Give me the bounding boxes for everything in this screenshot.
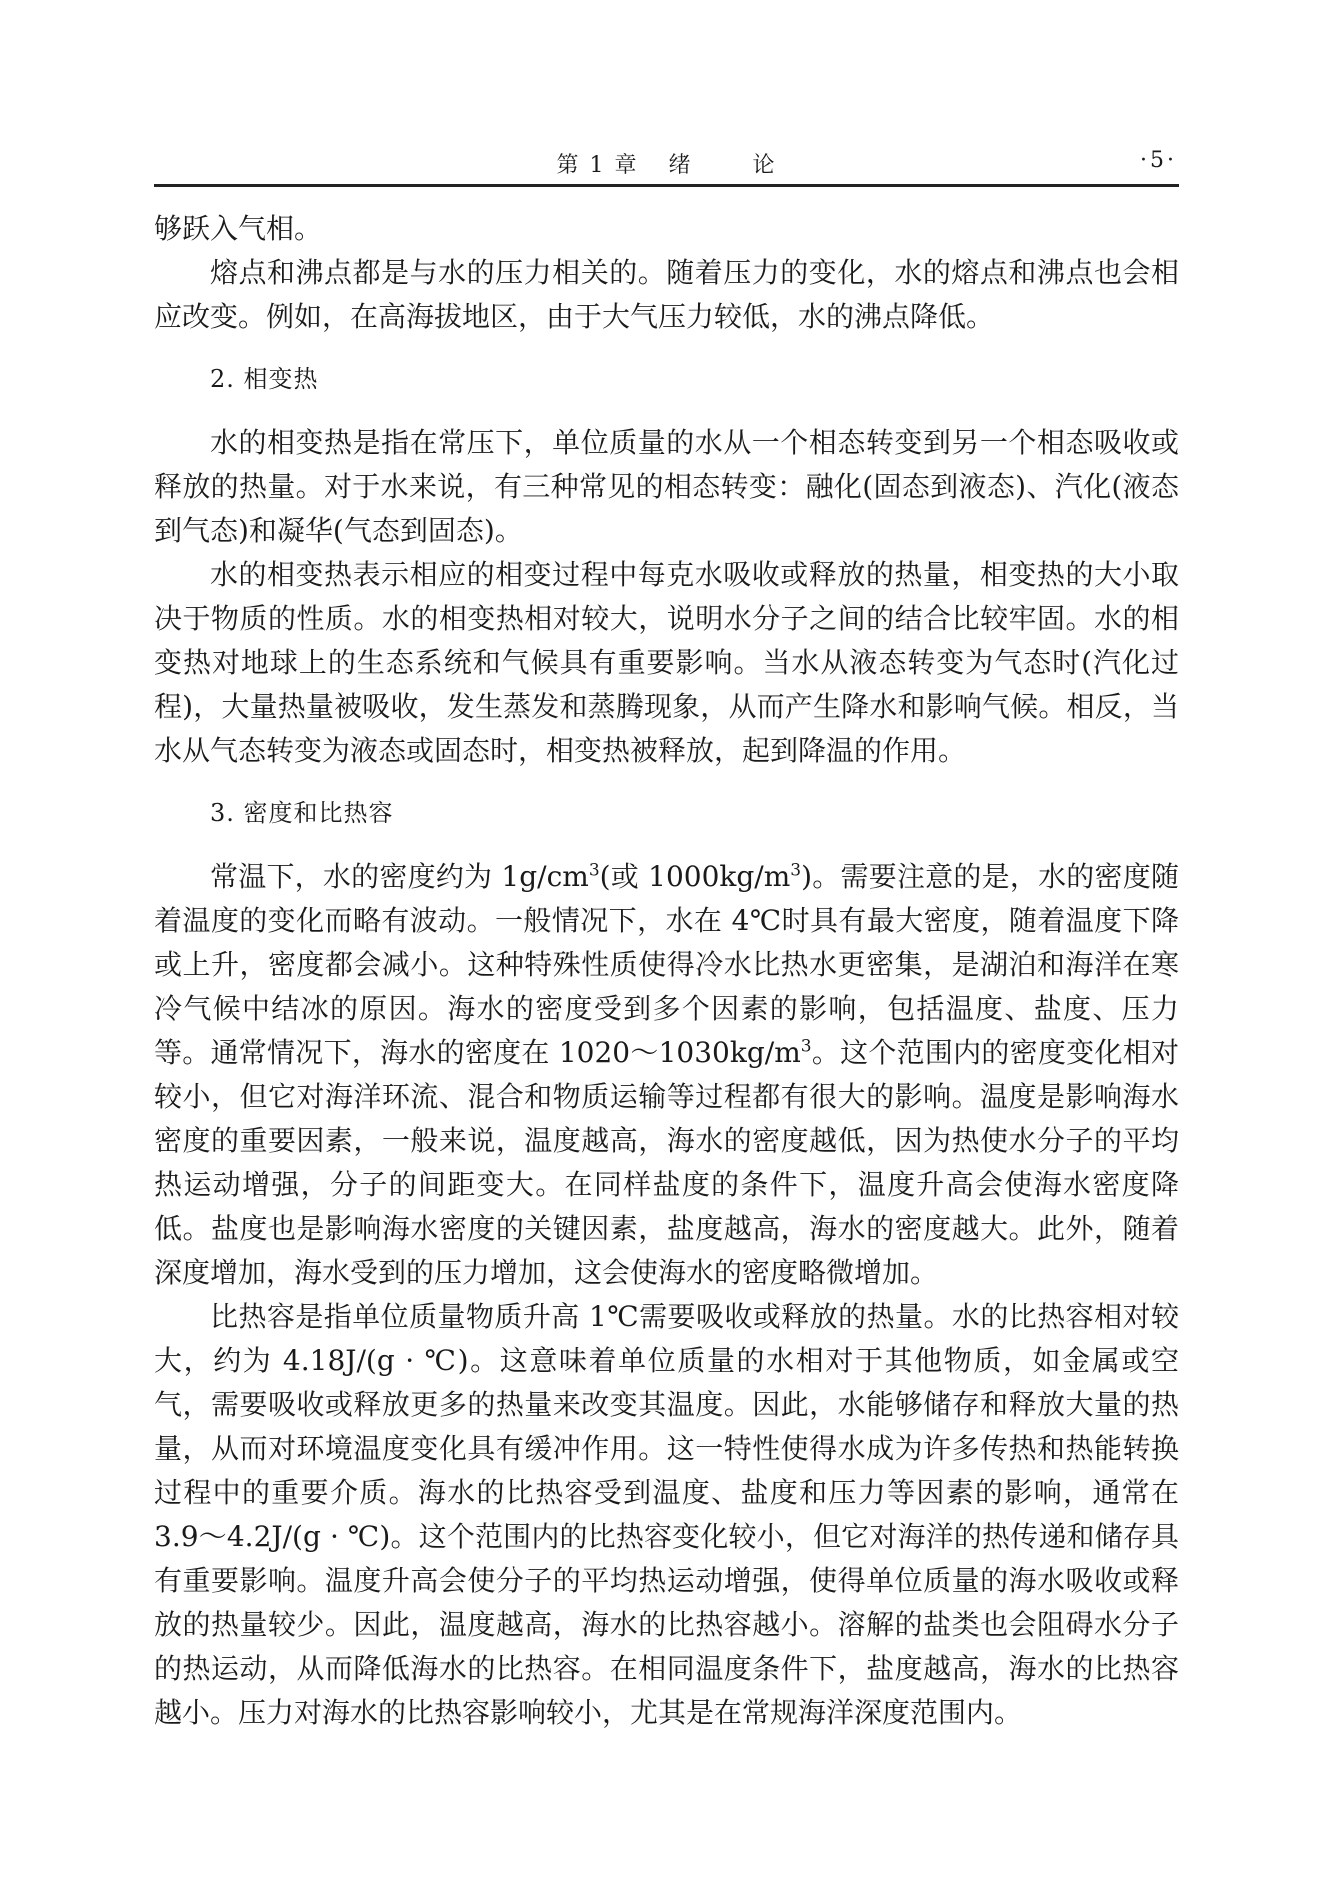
superscript-3: 3 — [790, 860, 802, 881]
section-heading-phase-change-heat: 2. 相变热 — [210, 365, 319, 393]
chapter-title-char-1: 绪 — [668, 153, 693, 178]
paragraph-specific-heat: 比热容是指单位质量物质升高 1℃需要吸收或释放的热量。水的比热容相对较大，约为 4.18J/(g · ℃)。这意味着单位质量的水相对于其他物质，如金属或空气，需要吸收或释放更多的热量来改变其温度。因此，水能够储存和释放大量的热量，从而对环境温度变化具有缓冲作用。这一特性使得水成为许多传热和热能转换过程中的重要介质。海水的比热容受到温度、盐度和压力等因素的影响，通常在 3.9～4.2J/(g · ℃)。这个范围内的比热容变化较小，但它对海洋的热传递和储存具有重要影响。温度升高会使分子的平均热运动增强，使得单位质量的海水吸收或释放的热量较少。因此，温度越高，海水的比热容越小。溶解的盐类也会阻碍水分子的热运动，从而降低海水的比热容。在相同温度条件下，盐度越高，海水的比热容越小。压力对海水的比热容影响较小，尤其是在常规海洋深度范围内。 — [154, 1300, 1179, 1729]
paragraph-melting-boiling: 熔点和沸点都是与水的压力相关的。随着压力的变化，水的熔点和沸点也会相应改变。例如，在高海拔地区，由于大气压力较低，水的沸点降低。 — [154, 256, 1179, 333]
paragraph-continuation: 够跃入气相。 — [154, 212, 323, 245]
density-text-a: 常温下，水的密度约为 1g/cm — [210, 860, 589, 893]
body-text — [154, 207, 1179, 1735]
chapter-label: 第 1 章 — [556, 153, 639, 178]
superscript-3: 3 — [800, 1036, 812, 1057]
running-header — [154, 140, 1179, 187]
chapter-title-char-2: 论 — [752, 153, 777, 178]
book-page — [154, 140, 1179, 1735]
section-heading-density-heat-capacity: 3. 密度和比热容 — [210, 799, 394, 827]
chapter-heading — [154, 148, 1179, 179]
paragraph-phase-change-definition: 水的相变热是指在常压下，单位质量的水从一个相态转变到另一个相态吸收或释放的热量。对于水来说，有三种常见的相态转变：融化(固态到液态)、汽化(液态到气态)和凝华(气态到固态)。 — [154, 426, 1179, 547]
density-text-d: 。这个范围内的密度变化相对较小，但它对海洋环流、混合和物质运输等过程都有很大的影响。温度是影响海水密度的重要因素，一般来说，温度越高，海水的密度越低，因为热使水分子的平均热运动增强，分子的间距变大。在同样盐度的条件下，温度升高会使海水密度降低。盐度也是影响海水密度的关键因素，盐度越高，海水的密度越大。此外，随着深度增加，海水受到的压力增加，这会使海水的密度略微增加。 — [154, 1036, 1179, 1289]
density-text-b: (或 1000kg/m — [599, 860, 791, 893]
paragraph-density — [154, 855, 1179, 1295]
superscript-3: 3 — [588, 860, 600, 881]
paragraph-phase-change-effects: 水的相变热表示相应的相变过程中每克水吸收或释放的热量，相变热的大小取决于物质的性质。水的相变热相对较大，说明水分子之间的结合比较牢固。水的相变热对地球上的生态系统和气候具有重要影响。当水从液态转变为气态时(汽化过程)，大量热量被吸收，发生蒸发和蒸腾现象，从而产生降水和影响气候。相反，当水从气态转变为液态或固态时，相变热被释放，起到降温的作用。 — [154, 558, 1179, 767]
page-number: ·5· — [1140, 148, 1177, 173]
density-text-c: )。需要注意的是，水的密度随着温度的变化而略有波动。一般情况下，水在 4℃时具有最大密度，随着温度下降或上升，密度都会减小。这种特殊性质使得冷水比热水更密集，是湖泊和海洋在寒冷气候中结冰的原因。海水的密度受到多个因素的影响，包括温度、盐度、压力等。通常情况下，海水的密度在 1020～1030kg/m — [154, 860, 1179, 1069]
